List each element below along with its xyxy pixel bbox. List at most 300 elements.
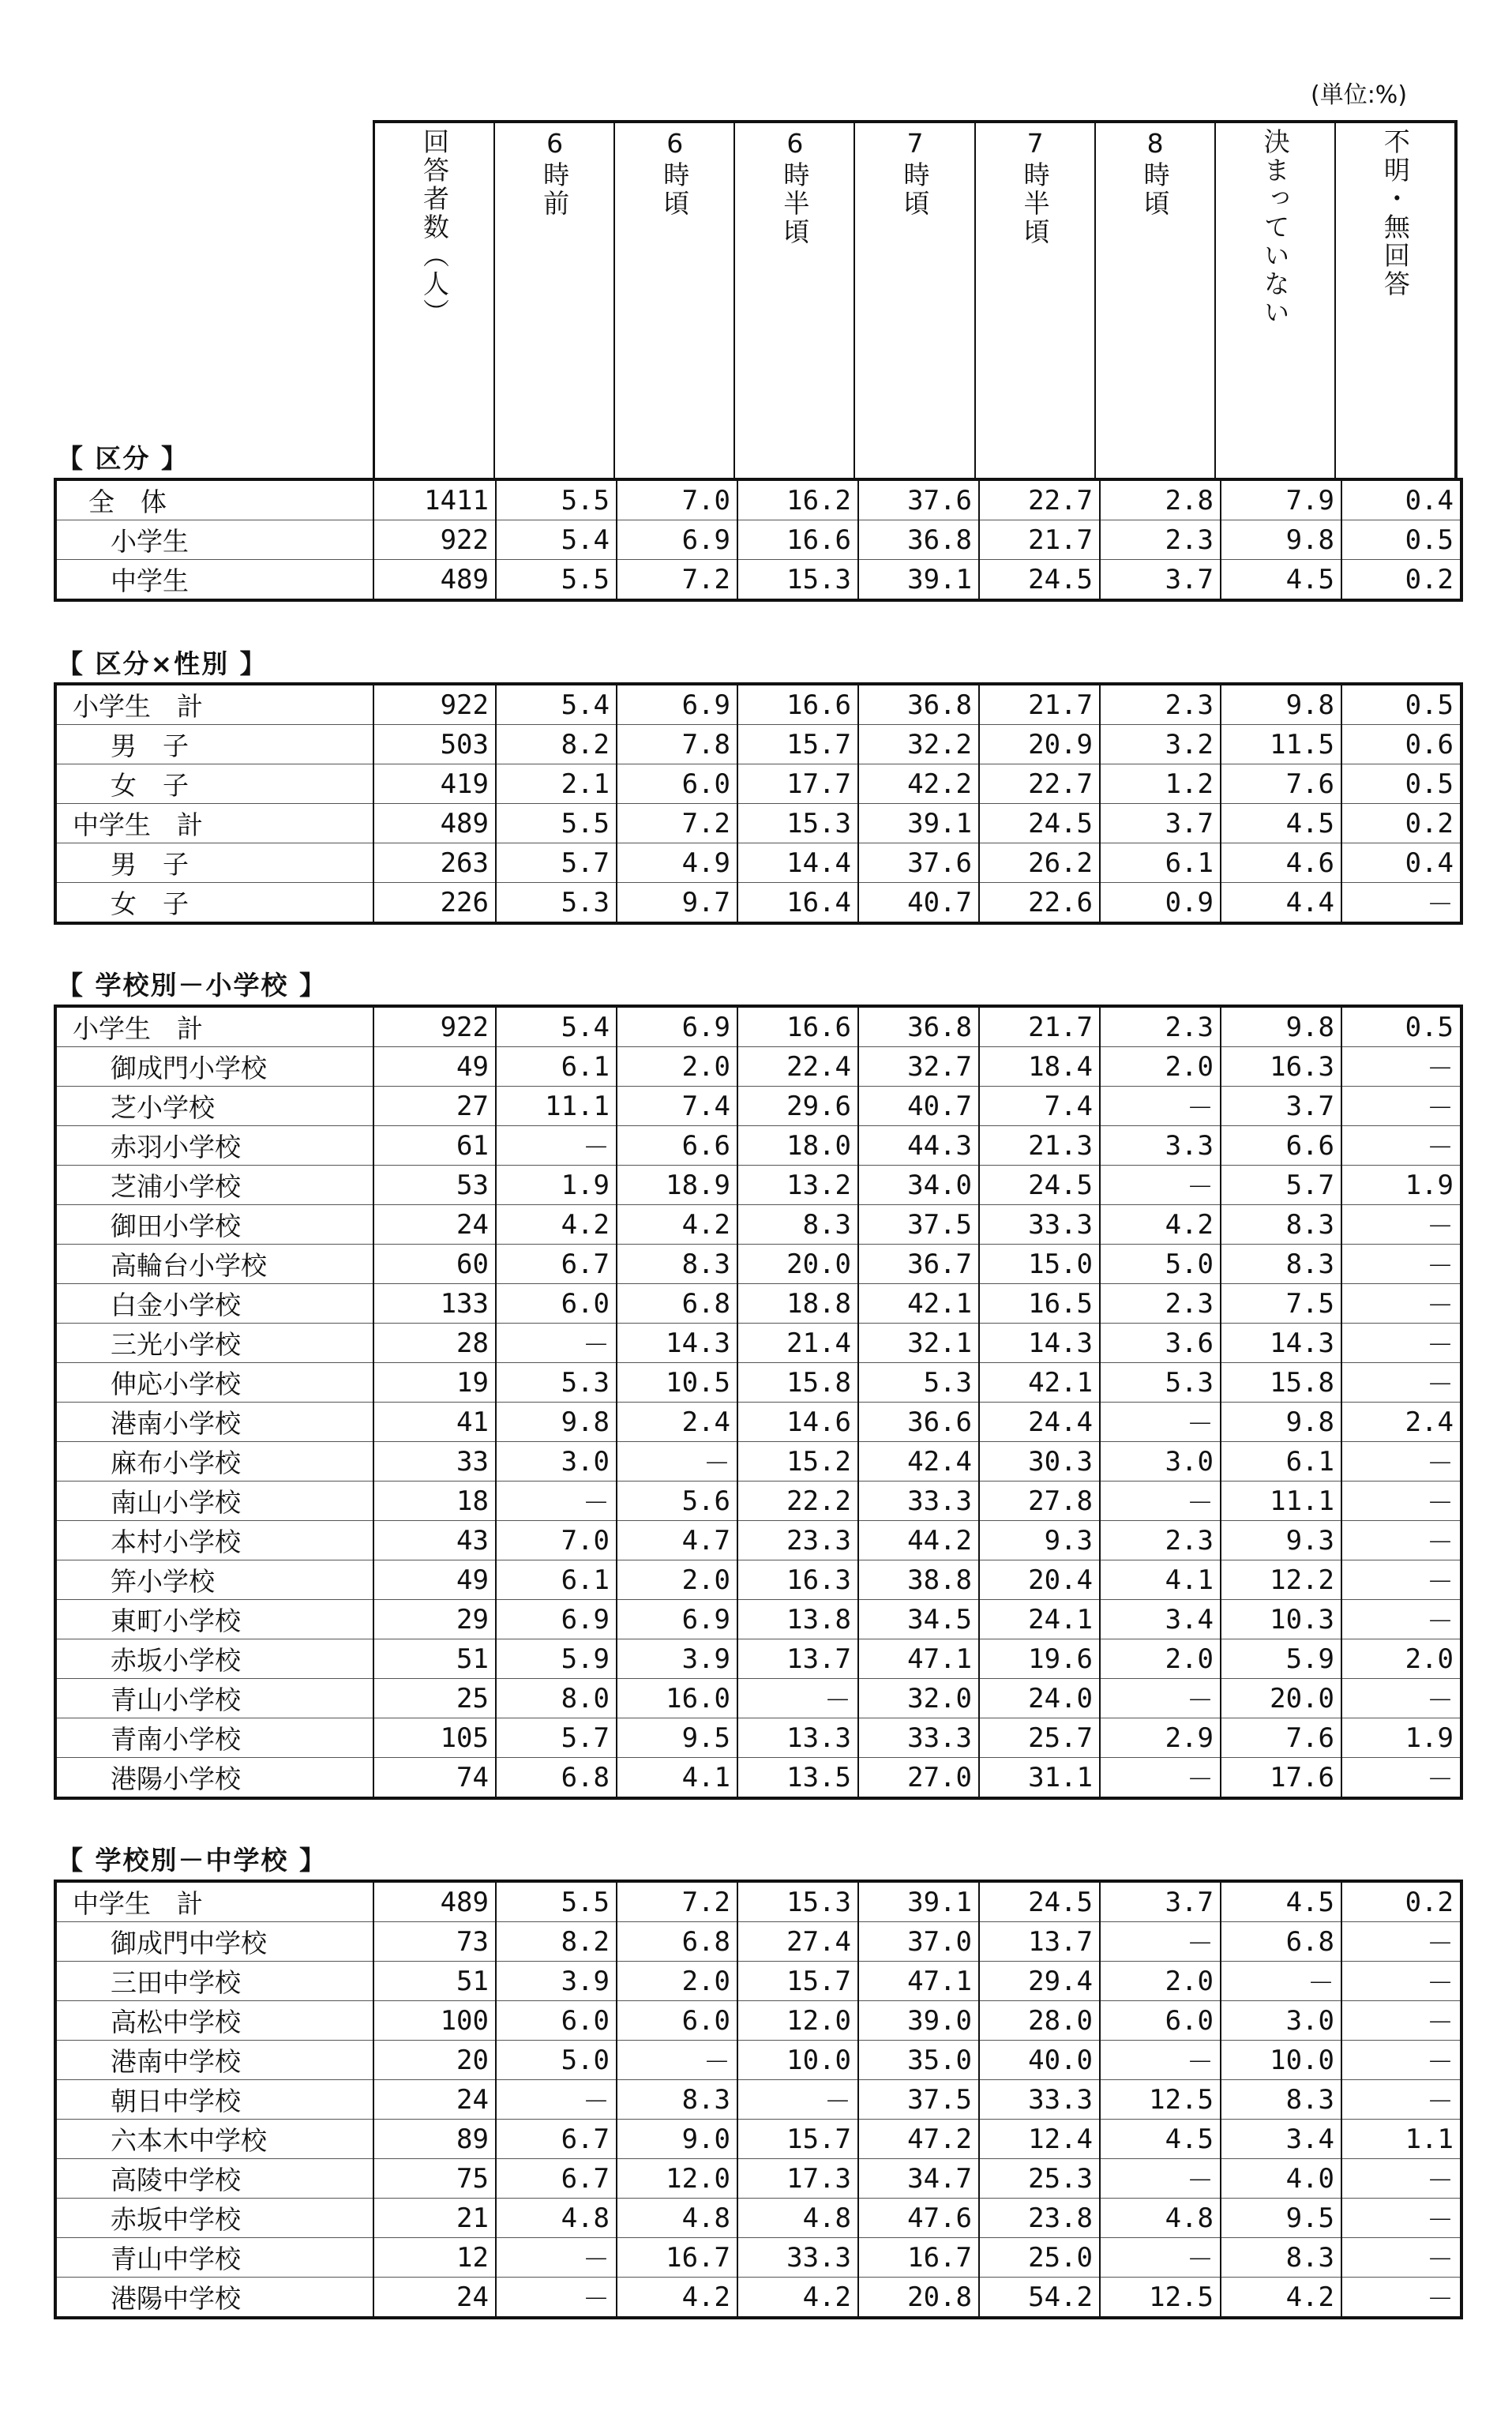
table-cell: 4.7 (617, 1521, 737, 1560)
table-cell: 16.6 (737, 684, 858, 725)
table-cell: 25.7 (979, 1718, 1100, 1758)
table-cell: 6.9 (617, 520, 737, 560)
table-row (55, 479, 1461, 520)
table-cell: 18.0 (737, 1126, 858, 1166)
table-cell: 9.0 (617, 2120, 737, 2159)
table-cell: 7.2 (617, 804, 737, 843)
table-cell: 4.2 (1100, 1205, 1221, 1245)
table-cell: 33 (373, 1442, 496, 1482)
table-cell: 36.8 (858, 1006, 979, 1047)
table-cell: 22.4 (737, 1047, 858, 1087)
table-row (55, 560, 1461, 601)
table-row (55, 1758, 1461, 1799)
table-cell: 9.5 (617, 1718, 737, 1758)
table-cell: 14.3 (979, 1324, 1100, 1363)
table-cell: 10.3 (1221, 1600, 1341, 1639)
table-cell: 6.9 (617, 1600, 737, 1639)
table-cell: 9.8 (1221, 1403, 1341, 1442)
table-cell: 5.5 (496, 479, 617, 520)
table-cell: 16.3 (737, 1560, 858, 1600)
table-cell: 33.3 (858, 1482, 979, 1521)
table-cell: 40.0 (979, 2041, 1100, 2080)
table-cell: 9.5 (1221, 2199, 1341, 2238)
row-label: 高陵中学校 (55, 2159, 373, 2199)
table-cell: 15.3 (737, 1881, 858, 1922)
table-cell: 32.2 (858, 725, 979, 764)
column-header-text: 決まっていない (1259, 128, 1291, 327)
table-cell: 7.6 (1221, 764, 1341, 804)
table-cell: 28 (373, 1324, 496, 1363)
data-table (54, 682, 1463, 925)
table-cell: 3.7 (1100, 804, 1221, 843)
table-cell: 100 (373, 2001, 496, 2041)
table-cell: 922 (373, 1006, 496, 1047)
table-cell: 10.0 (1221, 2041, 1341, 2080)
table-cell: 7.8 (617, 725, 737, 764)
table-cell: 39.1 (858, 1881, 979, 1922)
table-cell: 47.1 (858, 1639, 979, 1679)
table-row (55, 1482, 1461, 1521)
table-cell: 6.0 (1100, 2001, 1221, 2041)
table-cell: 15.7 (737, 2120, 858, 2159)
table-cell: 9.8 (496, 1403, 617, 1442)
row-label: 東町小学校 (55, 1600, 373, 1639)
table-cell: 8.2 (496, 1922, 617, 1962)
table-cell: － (1341, 1560, 1461, 1600)
table-cell: 0.6 (1341, 725, 1461, 764)
table-cell: － (1341, 883, 1461, 924)
table-cell: 5.3 (496, 1363, 617, 1403)
table-cell: 29.6 (737, 1087, 858, 1126)
table-cell: 16.6 (737, 520, 858, 560)
table-cell: 31.1 (979, 1758, 1100, 1799)
table-cell: 36.6 (858, 1403, 979, 1442)
table-cell: 10.5 (617, 1363, 737, 1403)
table-cell: － (1341, 1205, 1461, 1245)
table-cell: 18 (373, 1482, 496, 1521)
data-table (54, 1005, 1463, 1800)
table-cell: 4.6 (1221, 843, 1341, 883)
table-row (55, 1560, 1461, 1600)
table-cell: 0.9 (1100, 883, 1221, 924)
table-row (55, 804, 1461, 843)
table-cell: 34.5 (858, 1600, 979, 1639)
table-cell: 6.7 (496, 2159, 617, 2199)
table-row (55, 1324, 1461, 1363)
table-cell: － (1341, 1962, 1461, 2001)
table-cell: 6.1 (496, 1560, 617, 1600)
table-cell: 8.3 (617, 2080, 737, 2120)
row-label: 中学生 計 (55, 804, 373, 843)
row-label: 三光小学校 (55, 1324, 373, 1363)
row-label: 高輪台小学校 (55, 1245, 373, 1284)
table-cell: 33.3 (979, 2080, 1100, 2120)
table-cell: 12.0 (617, 2159, 737, 2199)
section-label: 【 区分×性別 】 (57, 648, 268, 679)
row-label: 全 体 (55, 479, 373, 520)
table-cell: 6.6 (617, 1126, 737, 1166)
table-cell: 22.2 (737, 1482, 858, 1521)
column-header-text: 7時頃 (899, 128, 931, 218)
column-header-text: 6時頃 (659, 128, 691, 218)
table-cell: 6.0 (617, 764, 737, 804)
table-cell: 16.0 (617, 1679, 737, 1718)
table-cell: 16.6 (737, 1006, 858, 1047)
table-cell: 3.0 (496, 1442, 617, 1482)
table-cell: 2.3 (1100, 1284, 1221, 1324)
table-cell: 12.2 (1221, 1560, 1341, 1600)
table-cell: 14.6 (737, 1403, 858, 1442)
table-row (55, 1166, 1461, 1205)
table-cell: 9.7 (617, 883, 737, 924)
table-cell: 5.3 (858, 1363, 979, 1403)
table-cell: 13.5 (737, 1758, 858, 1799)
table-cell: － (1341, 1679, 1461, 1718)
table-cell: 5.0 (496, 2041, 617, 2080)
row-label: 小学生 (55, 520, 373, 560)
table-cell: 24 (373, 1205, 496, 1245)
column-header-cell (493, 123, 613, 479)
table-cell: 5.9 (1221, 1639, 1341, 1679)
table-cell: 2.8 (1100, 479, 1221, 520)
table-cell: 4.8 (617, 2199, 737, 2238)
table-cell: － (1341, 2041, 1461, 2080)
table-cell: － (1341, 2278, 1461, 2319)
table-row (55, 1962, 1461, 2001)
table-cell: 75 (373, 2159, 496, 2199)
table-cell: 18.9 (617, 1166, 737, 1205)
table-cell: 7.4 (979, 1087, 1100, 1126)
row-label: 芝浦小学校 (55, 1166, 373, 1205)
column-header-cell (1214, 123, 1334, 479)
table-cell: 13.8 (737, 1600, 858, 1639)
table-cell: 27 (373, 1087, 496, 1126)
table-cell: － (1341, 1087, 1461, 1126)
table-row (55, 2159, 1461, 2199)
table-cell: 5.6 (617, 1482, 737, 1521)
unit-label: (単位:%) (1311, 81, 1408, 109)
row-label: 六本木中学校 (55, 2120, 373, 2159)
table-cell: 2.3 (1100, 1006, 1221, 1047)
table-cell: 16.2 (737, 479, 858, 520)
table-cell: 36.8 (858, 684, 979, 725)
table-cell: － (1341, 1442, 1461, 1482)
table-cell: 54.2 (979, 2278, 1100, 2319)
table-cell: 15.7 (737, 725, 858, 764)
table-cell: 5.4 (496, 520, 617, 560)
row-label: 伸応小学校 (55, 1363, 373, 1403)
table-cell: 2.0 (1100, 1639, 1221, 1679)
table-cell: 12 (373, 2238, 496, 2278)
table-cell: 4.5 (1221, 804, 1341, 843)
section-label: 【 学校別－中学校 】 (57, 1845, 327, 1876)
row-label: 青南小学校 (55, 1718, 373, 1758)
table-cell: 60 (373, 1245, 496, 1284)
column-header-cell (1094, 123, 1214, 479)
table-cell: 133 (373, 1284, 496, 1324)
table-cell: 489 (373, 560, 496, 601)
row-label: 男 子 (55, 843, 373, 883)
column-header-text: 8時頃 (1139, 128, 1171, 218)
table-cell: 5.0 (1100, 1245, 1221, 1284)
table-cell: － (1341, 1482, 1461, 1521)
table-cell: － (496, 2238, 617, 2278)
table-cell: 29.4 (979, 1962, 1100, 2001)
table-cell: 25.0 (979, 2238, 1100, 2278)
table-cell: 4.4 (1221, 883, 1341, 924)
column-header-cell (375, 123, 493, 479)
table-cell: 19 (373, 1363, 496, 1403)
row-label: 港陽中学校 (111, 2283, 241, 2314)
table-cell: － (1100, 1403, 1221, 1442)
table-cell: 12.0 (737, 2001, 858, 2041)
column-header-text: 回答者数（人） (419, 128, 451, 327)
table-cell: 9.8 (1221, 520, 1341, 560)
table-row (55, 1006, 1461, 1047)
table-cell: 16.5 (979, 1284, 1100, 1324)
column-header-text: 6時半頃 (779, 128, 811, 246)
table-cell: 226 (373, 883, 496, 924)
table-row (55, 1087, 1461, 1126)
table-cell: － (737, 1679, 858, 1718)
table-cell: 8.0 (496, 1679, 617, 1718)
table-cell: 15.8 (1221, 1363, 1341, 1403)
table-cell: 32.0 (858, 1679, 979, 1718)
column-header-text: 6時前 (539, 128, 571, 218)
row-label: 港陽小学校 (111, 1763, 241, 1794)
table-cell: 15.0 (979, 1245, 1100, 1284)
table-cell: 0.4 (1341, 843, 1461, 883)
table-cell: 13.7 (979, 1922, 1100, 1962)
table-cell: 5.7 (496, 843, 617, 883)
table-cell: 3.6 (1100, 1324, 1221, 1363)
table-cell: 15.7 (737, 1962, 858, 2001)
table-cell: 39.1 (858, 560, 979, 601)
row-label: 芝小学校 (55, 1087, 373, 1126)
table-cell: － (1100, 1679, 1221, 1718)
table-cell: 105 (373, 1718, 496, 1758)
table-row (55, 764, 1461, 804)
table-cell: 40.7 (858, 883, 979, 924)
table-cell: 6.0 (617, 2001, 737, 2041)
table-cell: 3.4 (1100, 1600, 1221, 1639)
table-cell: 33.3 (858, 1718, 979, 1758)
table-cell: 8.2 (496, 725, 617, 764)
table-cell: 2.4 (617, 1403, 737, 1442)
table-cell: － (1341, 1922, 1461, 1962)
table-row (55, 2080, 1461, 2120)
table-cell: 0.2 (1341, 1881, 1461, 1922)
table-cell: 5.7 (496, 1718, 617, 1758)
table-cell: 1411 (373, 479, 496, 520)
table-cell: 419 (373, 764, 496, 804)
table-cell: 39.1 (858, 804, 979, 843)
table-cell: 20.0 (737, 1245, 858, 1284)
row-label: 本村小学校 (55, 1521, 373, 1560)
row-label: 男 子 (55, 725, 373, 764)
table-cell: － (1341, 1600, 1461, 1639)
table-cell: 3.9 (496, 1962, 617, 2001)
table-cell: 29 (373, 1600, 496, 1639)
row-label: 三田中学校 (55, 1962, 373, 2001)
table-cell: 5.7 (1221, 1166, 1341, 1205)
table-cell: 1.9 (1341, 1166, 1461, 1205)
table-row (55, 2041, 1461, 2080)
table-cell: 6.0 (496, 2001, 617, 2041)
table-row (55, 1922, 1461, 1962)
table-cell: 7.0 (496, 1521, 617, 1560)
table-cell: 3.0 (1221, 2001, 1341, 2041)
table-cell: － (1100, 1482, 1221, 1521)
table-cell: 44.2 (858, 1521, 979, 1560)
table-cell: 42.1 (858, 1284, 979, 1324)
table-cell: 3.2 (1100, 725, 1221, 764)
table-cell: 6.9 (496, 1600, 617, 1639)
row-label: 白金小学校 (55, 1284, 373, 1324)
table-cell: － (496, 2080, 617, 2120)
table-cell: 2.0 (617, 1962, 737, 2001)
table-cell: 0.4 (1341, 479, 1461, 520)
table-cell: 0.5 (1341, 520, 1461, 560)
table-cell: 24 (373, 2278, 496, 2319)
table-row (55, 1600, 1461, 1639)
table-cell: 24.1 (979, 1600, 1100, 1639)
table-cell: 27.8 (979, 1482, 1100, 1521)
table-cell: 16.7 (858, 2238, 979, 2278)
table-cell: 6.1 (1100, 843, 1221, 883)
table-cell: 23.8 (979, 2199, 1100, 2238)
table-cell: 4.1 (617, 1758, 737, 1799)
table-cell: － (1341, 1245, 1461, 1284)
table-cell: － (496, 1482, 617, 1521)
table-cell: 4.8 (1100, 2199, 1221, 2238)
table-row (55, 1284, 1461, 1324)
table-cell: 42.1 (979, 1363, 1100, 1403)
table-row (55, 684, 1461, 725)
table-cell: 6.8 (496, 1758, 617, 1799)
table-cell: 18.8 (737, 1284, 858, 1324)
table-cell: 37.6 (858, 843, 979, 883)
table-cell: 32.1 (858, 1324, 979, 1363)
table-cell: 24.5 (979, 1881, 1100, 1922)
table-cell: 24.4 (979, 1403, 1100, 1442)
table-cell: 28.0 (979, 2001, 1100, 2041)
table-cell: 2.1 (496, 764, 617, 804)
table-cell: － (1100, 2041, 1221, 2080)
table-row (55, 1047, 1461, 1087)
row-label: 女 子 (111, 888, 189, 919)
table-cell: － (1100, 1758, 1221, 1799)
table-cell: 21.7 (979, 684, 1100, 725)
table-cell: 7.9 (1221, 479, 1341, 520)
table-cell: 6.1 (1221, 1442, 1341, 1482)
table-cell: － (1341, 2238, 1461, 2278)
table-cell: 5.3 (496, 883, 617, 924)
row-label: 赤羽小学校 (55, 1126, 373, 1166)
table-cell: 21.4 (737, 1324, 858, 1363)
table-cell: 9.8 (1221, 1006, 1341, 1047)
table-cell: － (1341, 2159, 1461, 2199)
row-label: 青山中学校 (55, 2238, 373, 2278)
row-label: 御成門中学校 (55, 1922, 373, 1962)
table-cell: 5.4 (496, 1006, 617, 1047)
row-label: 御田小学校 (55, 1205, 373, 1245)
table-cell: 4.8 (496, 2199, 617, 2238)
table-cell: － (1221, 1962, 1341, 2001)
table-cell: 37.6 (858, 479, 979, 520)
table-cell: 3.7 (1100, 1881, 1221, 1922)
table-row (55, 1245, 1461, 1284)
row-label: 笄小学校 (55, 1560, 373, 1600)
table-cell: － (1341, 1758, 1461, 1799)
table-cell: 4.2 (617, 1205, 737, 1245)
section-label: 【 学校別－小学校 】 (57, 970, 327, 1001)
table-cell: 4.9 (617, 843, 737, 883)
table-cell: 2.3 (1100, 1521, 1221, 1560)
table-cell: 8.3 (1221, 2080, 1341, 2120)
table-cell: 27.4 (737, 1922, 858, 1962)
table-cell: 47.1 (858, 1962, 979, 2001)
table-cell: － (617, 2041, 737, 2080)
table-cell: 2.3 (1100, 684, 1221, 725)
table-cell: 20.8 (858, 2278, 979, 2319)
table-cell: 0.5 (1341, 764, 1461, 804)
table-cell: － (1341, 1047, 1461, 1087)
table-cell: 39.0 (858, 2001, 979, 2041)
table-cell: 5.4 (496, 684, 617, 725)
table-cell: 8.3 (737, 1205, 858, 1245)
table-cell: 3.9 (617, 1639, 737, 1679)
table-cell: － (1100, 2238, 1221, 2278)
table-cell: 21.7 (979, 520, 1100, 560)
table-cell: 7.2 (617, 560, 737, 601)
table-cell: 20.9 (979, 725, 1100, 764)
table-cell: 36.8 (858, 520, 979, 560)
table-cell: 12.4 (979, 2120, 1100, 2159)
table-cell: 6.8 (1221, 1922, 1341, 1962)
table-cell: 3.4 (1221, 2120, 1341, 2159)
table-row (55, 1363, 1461, 1403)
table-row (55, 1126, 1461, 1166)
column-header-cell (854, 123, 974, 479)
table-cell: 51 (373, 1962, 496, 2001)
table-cell: 20 (373, 2041, 496, 2080)
column-header (373, 120, 1458, 479)
table-cell: 5.9 (496, 1639, 617, 1679)
table-cell: － (1100, 2159, 1221, 2199)
table-cell: 5.5 (496, 560, 617, 601)
table-cell: 2.0 (1341, 1639, 1461, 1679)
table-cell: 1.9 (496, 1166, 617, 1205)
table-cell: 42.4 (858, 1442, 979, 1482)
table-cell: 4.5 (1221, 1881, 1341, 1922)
table-cell: 6.9 (617, 1006, 737, 1047)
table-cell: 14.3 (617, 1324, 737, 1363)
row-label: 女 子 (55, 764, 373, 804)
table-cell: 2.0 (1100, 1047, 1221, 1087)
row-label: 南山小学校 (55, 1482, 373, 1521)
column-header-cell (974, 123, 1094, 479)
table-cell: 6.6 (1221, 1126, 1341, 1166)
table-cell: 15.3 (737, 560, 858, 601)
row-label: 青山小学校 (55, 1679, 373, 1718)
table-cell: 2.0 (617, 1560, 737, 1600)
table-cell: 11.5 (1221, 725, 1341, 764)
table-row (55, 2001, 1461, 2041)
table-cell: 6.7 (496, 2120, 617, 2159)
table-cell: 35.0 (858, 2041, 979, 2080)
table-cell: 16.3 (1221, 1047, 1341, 1087)
